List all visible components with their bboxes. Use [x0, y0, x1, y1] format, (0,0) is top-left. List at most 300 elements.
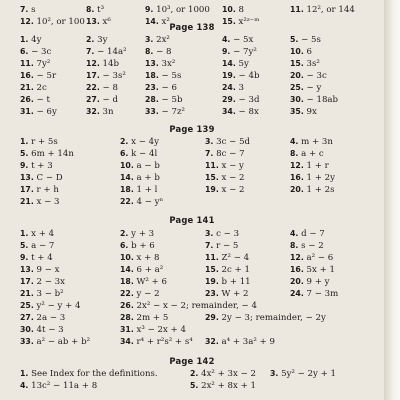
- answer-text: 5y² − 2y + 1: [278, 369, 337, 379]
- answer-item: [290, 264, 335, 277]
- section-2-row: [0, 228, 384, 240]
- answer-item: [222, 106, 259, 119]
- answer-item: [20, 106, 57, 119]
- answer-number: 33.: [145, 107, 159, 116]
- answer-text: 9 + y: [303, 277, 330, 287]
- answer-item: [145, 4, 210, 17]
- answer-text: 5x + 1: [303, 265, 335, 275]
- answer-item: [86, 58, 119, 71]
- answer-number: 10.: [120, 161, 134, 170]
- answer-text: x⁶: [99, 17, 111, 27]
- answer-text: 2x² − x − 2; remainder, − 4: [133, 301, 257, 311]
- answer-text: − 3c: [303, 71, 327, 81]
- answer-text: 2c: [33, 83, 47, 93]
- answer-text: − 3c: [28, 47, 52, 57]
- answer-number: 24.: [290, 289, 304, 298]
- answer-number: 6.: [120, 149, 129, 158]
- section-heading: Page 138: [169, 22, 215, 32]
- answer-text: 4x² + 3x − 2: [198, 369, 256, 379]
- answer-number: 23.: [205, 289, 219, 298]
- answer-item: [205, 184, 245, 197]
- answer-text: r + h: [33, 185, 59, 195]
- answer-item: [20, 4, 36, 17]
- answer-number: 26.: [120, 301, 134, 310]
- answer-text: r + 5s: [28, 137, 58, 147]
- answer-item: [20, 368, 158, 381]
- answer-text: − 14a²: [94, 47, 127, 57]
- answer-number: 12.: [290, 253, 304, 262]
- answer-text: b + 11: [218, 277, 251, 287]
- answer-text: r⁴ + r²s² + s⁴: [133, 337, 193, 347]
- answer-item: [120, 172, 160, 185]
- answer-item: [20, 228, 54, 241]
- section-0-row: [0, 70, 384, 82]
- answer-item: [120, 240, 155, 253]
- answer-item: [20, 312, 65, 325]
- answer-number: 13.: [20, 265, 34, 274]
- section-2-row: [0, 336, 384, 348]
- answer-text: 4 − yⁿ: [133, 197, 164, 207]
- answer-item: [290, 240, 324, 253]
- answer-item: [20, 264, 60, 277]
- answer-text: 6m + 14n: [28, 149, 74, 159]
- answer-number: 4.: [20, 381, 29, 390]
- section-2-row: [0, 252, 384, 264]
- answer-item: [290, 160, 329, 173]
- answer-item: [120, 300, 257, 313]
- answer-text: 13c² − 11a + 8: [28, 381, 98, 391]
- book-gutter: [384, 0, 400, 400]
- answer-text: 2x²: [153, 35, 170, 45]
- answer-text: − 8: [99, 83, 118, 93]
- answer-item: [86, 46, 127, 59]
- answer-item: [205, 240, 238, 253]
- answer-text: 6 + a²: [133, 265, 164, 275]
- answer-number: 8.: [145, 47, 154, 56]
- section-heading: Page 142: [169, 356, 215, 366]
- section-heading: Page 139: [169, 124, 215, 134]
- section-0-row: [0, 58, 384, 70]
- answer-text: x − y: [218, 161, 244, 171]
- answer-text: W + 2: [218, 289, 249, 299]
- answer-number: 2.: [120, 229, 129, 238]
- answer-item: [290, 34, 321, 47]
- answer-text: 4t − 3: [33, 325, 64, 335]
- answer-text: r − 5: [213, 241, 239, 251]
- answer-number: 11.: [290, 5, 304, 14]
- answer-text: − 5b: [158, 95, 183, 105]
- answer-item: [290, 288, 338, 301]
- answer-item: [20, 196, 60, 209]
- answer-text: 3n: [99, 107, 114, 117]
- answer-text: s: [28, 5, 36, 15]
- answer-item: [145, 58, 175, 71]
- answer-number: 32.: [205, 337, 219, 346]
- section-0-row: [0, 46, 384, 58]
- section-3-row: [0, 368, 384, 380]
- answer-number: 12.: [86, 59, 100, 68]
- answer-item: [290, 106, 317, 119]
- section-1-row: [0, 136, 384, 148]
- answer-item: [205, 252, 249, 265]
- answer-text: x − 2: [218, 173, 245, 183]
- answer-item: [205, 336, 275, 349]
- answer-text: x + 8: [133, 253, 160, 263]
- answer-text: 2m + 5: [133, 313, 169, 323]
- section-2-row: [0, 300, 384, 312]
- answer-text: 3 − b²: [33, 289, 64, 299]
- section-2-row: [0, 288, 384, 300]
- answer-text: 2x² + 8x + 1: [198, 381, 256, 391]
- section-0-row: [0, 106, 384, 118]
- answer-item: [120, 252, 160, 265]
- answer-text: 7 − 3m: [303, 289, 339, 299]
- answer-number: 2.: [86, 35, 95, 44]
- answer-text: t³: [94, 5, 105, 15]
- answer-text: − 5x: [230, 35, 254, 45]
- answer-number: 21.: [20, 289, 34, 298]
- answer-number: 2.: [190, 369, 199, 378]
- answer-text: x²: [158, 17, 170, 27]
- answer-number: 34.: [120, 337, 134, 346]
- answer-number: 17.: [20, 185, 34, 194]
- continued-row: [0, 4, 384, 16]
- answer-number: 13.: [86, 17, 100, 26]
- answer-item: [190, 368, 256, 381]
- answer-text: 7y²: [33, 59, 51, 69]
- answer-text: W² + 6: [133, 277, 167, 287]
- answer-text: 12², or 144: [303, 5, 355, 15]
- answer-item: [205, 148, 245, 161]
- answer-text: x − 2: [218, 185, 245, 195]
- answer-text: 3s²: [303, 59, 320, 69]
- answer-item: [20, 148, 74, 161]
- answer-number: 3.: [205, 229, 214, 238]
- answer-item: [20, 324, 64, 337]
- answer-number: 3.: [205, 137, 214, 146]
- answer-item: [120, 276, 167, 289]
- answer-number: 6.: [120, 241, 129, 250]
- answer-number: 23.: [145, 83, 159, 92]
- answer-number: 4.: [290, 137, 299, 146]
- answer-number: 19.: [205, 277, 219, 286]
- answer-number: 8.: [290, 241, 299, 250]
- answer-text: 9x: [303, 107, 317, 117]
- answer-number: 10.: [290, 47, 304, 56]
- answer-item: [290, 4, 355, 17]
- answer-item: [145, 106, 185, 119]
- answer-number: 22.: [120, 197, 134, 206]
- answer-text: − 18ab: [303, 95, 339, 105]
- answer-item: [205, 276, 251, 289]
- answer-text: − 7z²: [158, 107, 185, 117]
- answer-number: 11.: [205, 161, 219, 170]
- answer-number: 3.: [270, 369, 279, 378]
- answer-text: Z² − 4: [218, 253, 250, 263]
- answer-item: [86, 34, 107, 47]
- answer-text: C − D: [33, 173, 63, 183]
- answer-number: 15.: [222, 17, 236, 26]
- answer-item: [290, 276, 330, 289]
- answer-number: 1.: [20, 229, 29, 238]
- answer-number: 8.: [86, 5, 95, 14]
- answer-item: [205, 228, 239, 241]
- answer-item: [290, 82, 321, 95]
- answer-number: 32.: [86, 107, 100, 116]
- answer-item: [290, 148, 324, 161]
- answer-number: 15.: [205, 173, 219, 182]
- section-0-row: [0, 82, 384, 94]
- answer-item: [205, 312, 326, 325]
- answer-number: 31.: [20, 107, 34, 116]
- answer-number: 14.: [120, 265, 134, 274]
- answer-text: 6: [303, 47, 313, 57]
- answer-number: 9.: [222, 47, 231, 56]
- answer-number: 30.: [20, 325, 34, 334]
- answer-text: 14b: [99, 59, 119, 69]
- answer-text: t + 3: [28, 161, 53, 171]
- answer-number: 11.: [205, 253, 219, 262]
- answer-number: 25.: [20, 301, 34, 310]
- answer-number: 13.: [145, 59, 159, 68]
- answer-item: [120, 196, 163, 209]
- answer-item: [205, 288, 249, 301]
- answer-number: 24.: [222, 83, 236, 92]
- answer-item: [120, 264, 163, 277]
- answer-item: [290, 136, 333, 149]
- answer-number: 20.: [290, 277, 304, 286]
- answer-item: [145, 46, 172, 59]
- answer-number: 14.: [120, 173, 134, 182]
- answer-text: − 5s: [298, 35, 321, 45]
- answer-number: 1.: [20, 369, 29, 378]
- answer-text: − 6y: [33, 107, 57, 117]
- section-2-row: [0, 324, 384, 336]
- answer-number: 13.: [20, 173, 34, 182]
- answer-text: a + c: [298, 149, 324, 159]
- answer-number: 16.: [290, 173, 304, 182]
- answer-number: 5.: [20, 241, 29, 250]
- answer-number: 9.: [20, 161, 29, 170]
- answer-number: 7.: [20, 5, 29, 14]
- answer-item: [120, 324, 186, 337]
- section-0-row: [0, 34, 384, 46]
- answer-item: [222, 94, 259, 107]
- answer-item: [145, 94, 182, 107]
- answer-number: 12.: [290, 161, 304, 170]
- section-2-row: [0, 264, 384, 276]
- answer-number: 12.: [20, 17, 34, 26]
- answer-item: [120, 228, 154, 241]
- answer-text: 3y: [94, 35, 108, 45]
- answer-text: t + 4: [28, 253, 53, 263]
- answer-text: y − 2: [133, 289, 160, 299]
- answer-text: 10³, or 1000: [153, 5, 210, 15]
- answer-number: 26.: [20, 95, 34, 104]
- answer-number: 7.: [205, 149, 214, 158]
- answer-number: 10.: [120, 253, 134, 262]
- answer-number: 11.: [20, 59, 34, 68]
- answer-text: 1 + 2s: [303, 185, 335, 195]
- answer-item: [222, 46, 257, 59]
- answer-text: − 8x: [235, 107, 259, 117]
- answer-item: [120, 288, 160, 301]
- answer-item: [20, 160, 53, 173]
- answer-item: [20, 58, 50, 71]
- answer-text: 3: [235, 83, 245, 93]
- answer-item: [20, 336, 90, 349]
- section-0-row: [0, 94, 384, 106]
- answer-text: 1 + l: [133, 185, 158, 195]
- section-3-row: [0, 380, 384, 392]
- answer-text: x + 4: [28, 229, 55, 239]
- answer-item: [190, 380, 256, 393]
- answer-number: 14.: [145, 17, 159, 26]
- answer-number: 21.: [20, 83, 34, 92]
- answer-item: [290, 184, 335, 197]
- answer-text: y² − y + 4: [33, 301, 81, 311]
- answer-text: − 8: [153, 47, 172, 57]
- answer-item: [20, 288, 64, 301]
- answer-text: a² − ab + b²: [33, 337, 91, 347]
- answer-text: 5y: [235, 59, 249, 69]
- answer-number: 29.: [222, 95, 236, 104]
- answer-text: − y: [303, 83, 322, 93]
- answer-item: [290, 252, 333, 265]
- answer-item: [145, 82, 177, 95]
- answer-text: a − b: [133, 161, 160, 171]
- answer-item: [20, 252, 53, 265]
- answer-number: 1.: [20, 137, 29, 146]
- answer-number: 5.: [190, 381, 199, 390]
- answer-number: 4.: [290, 229, 299, 238]
- answer-item: [20, 94, 50, 107]
- answer-item: [86, 106, 114, 119]
- section-1-row: [0, 148, 384, 160]
- answer-text: 8: [235, 5, 245, 15]
- answer-text: − d: [99, 95, 118, 105]
- answer-text: − 3s²: [99, 71, 126, 81]
- section-1-row: [0, 184, 384, 196]
- answer-item: [290, 46, 312, 59]
- answer-number: 18.: [120, 185, 134, 194]
- answer-number: 1.: [20, 35, 29, 44]
- answer-number: 6.: [20, 47, 29, 56]
- answer-number: 19.: [222, 71, 236, 80]
- answer-item: [222, 58, 249, 71]
- answer-text: a + b: [133, 173, 160, 183]
- answer-item: [120, 160, 160, 173]
- answer-item: [20, 184, 59, 197]
- answer-item: [270, 368, 336, 381]
- answer-text: 2y − 3; remainder, − 2y: [218, 313, 326, 323]
- answer-item: [20, 380, 97, 393]
- answer-number: 7.: [86, 47, 95, 56]
- answer-item: [290, 70, 327, 83]
- answer-text: x − 3: [33, 197, 60, 207]
- answer-item: [120, 148, 157, 161]
- answer-text: 1 + r: [303, 161, 329, 171]
- answer-text: y + 3: [128, 229, 155, 239]
- answer-item: [145, 34, 170, 47]
- answer-number: 5.: [290, 35, 299, 44]
- answer-number: 21.: [20, 197, 34, 206]
- answer-number: 3.: [145, 35, 154, 44]
- answer-number: 18.: [145, 71, 159, 80]
- answer-text: 8c − 7: [213, 149, 245, 159]
- answer-number: 9.: [20, 253, 29, 262]
- answer-number: 9.: [145, 5, 154, 14]
- answer-number: 17.: [86, 71, 100, 80]
- answer-number: 14.: [222, 59, 236, 68]
- answer-number: 28.: [120, 313, 134, 322]
- answer-item: [120, 312, 168, 325]
- section-2-row: [0, 240, 384, 252]
- answer-number: 22.: [120, 289, 134, 298]
- answer-text: 1 + 2y: [303, 173, 335, 183]
- answer-item: [20, 276, 65, 289]
- answer-item: [86, 94, 118, 107]
- answer-item: [20, 82, 47, 95]
- answer-item: [86, 70, 126, 83]
- answer-number: 35.: [290, 107, 304, 116]
- answer-number: 4.: [222, 35, 231, 44]
- answer-text: See Index for the definitions.: [28, 369, 158, 379]
- answer-number: 18.: [120, 277, 134, 286]
- answer-item: [86, 4, 104, 17]
- answer-item: [205, 160, 244, 173]
- answer-item: [120, 184, 157, 197]
- answer-text: 10², or 100: [33, 17, 85, 27]
- answer-text: 3c − 5d: [213, 137, 251, 147]
- answer-item: [145, 70, 181, 83]
- section-1-row: [0, 196, 384, 208]
- answer-text: − 6: [158, 83, 177, 93]
- answer-item: [20, 70, 56, 83]
- answer-number: 27.: [86, 95, 100, 104]
- answer-item: [20, 240, 54, 253]
- answer-item: [290, 172, 335, 185]
- answer-item: [222, 82, 244, 95]
- answer-text: − 5s: [158, 71, 182, 81]
- answer-number: 22.: [86, 83, 100, 92]
- answer-number: 19.: [205, 185, 219, 194]
- answer-text: x³ − 2x + 4: [133, 325, 186, 335]
- section-2-row: [0, 312, 384, 324]
- answer-item: [222, 70, 259, 83]
- answer-number: 31.: [120, 325, 134, 334]
- answer-number: 34.: [222, 107, 236, 116]
- answer-number: 27.: [20, 313, 34, 322]
- answer-item: [20, 172, 63, 185]
- answer-text: − t: [33, 95, 50, 105]
- answer-text: a − 7: [28, 241, 55, 251]
- answer-text: 2c + 1: [218, 265, 250, 275]
- answer-number: 20.: [290, 71, 304, 80]
- answer-number: 17.: [20, 277, 34, 286]
- answer-item: [205, 172, 245, 185]
- answer-text: k − 4l: [128, 149, 158, 159]
- answer-item: [290, 94, 338, 107]
- answer-text: 2 − 3x: [33, 277, 65, 287]
- answer-number: 16.: [290, 265, 304, 274]
- answer-item: [20, 300, 81, 313]
- answer-number: 16.: [20, 71, 34, 80]
- answer-text: x²ᶻ⁻ᵐ: [235, 17, 260, 27]
- answer-text: 2a − 3: [33, 313, 66, 323]
- answer-item: [120, 336, 193, 349]
- answer-item: [290, 58, 320, 71]
